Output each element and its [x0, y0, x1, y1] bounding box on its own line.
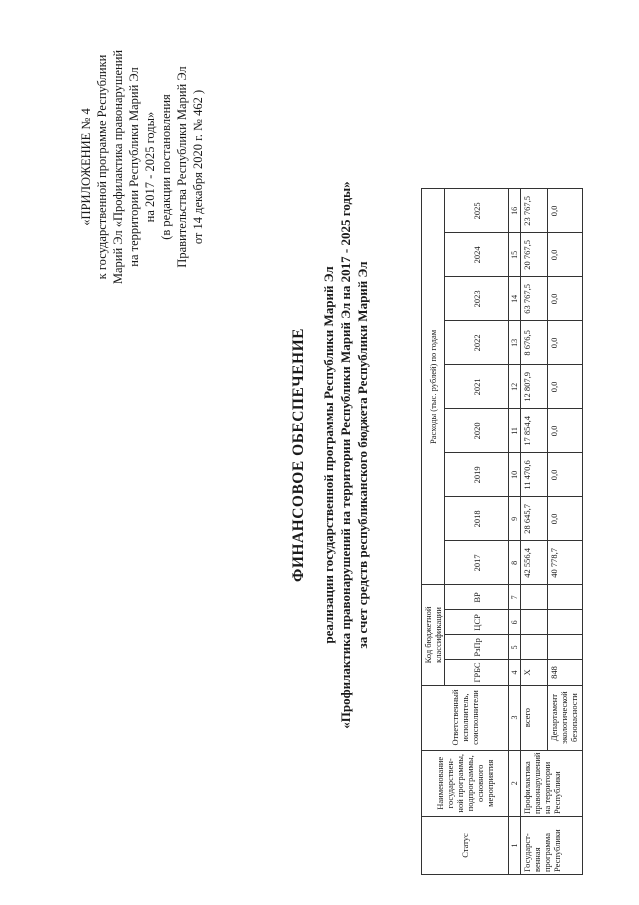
- row-value: 20 767,5: [521, 233, 548, 277]
- col-number: 5: [509, 635, 521, 660]
- column-number-row: [509, 189, 521, 875]
- row-value: 0,0: [548, 233, 583, 277]
- appendix-line: Марий Эл «Профилактика правонарушений: [111, 49, 125, 285]
- header-name: Наименование государствен-ной программы, подпрограммы, основного мероприятия: [422, 750, 509, 816]
- row-value: 63 767,5: [521, 277, 548, 321]
- row-vr: [548, 585, 583, 610]
- appendix-header: [78, 47, 206, 287]
- appendix-line: «ПРИЛОЖЕНИЕ № 4: [79, 108, 93, 226]
- col-number: 12: [509, 365, 521, 409]
- title-line: за счет средств республиканского бюджета Республики Марий Эл: [355, 261, 370, 649]
- header-year: 2018: [445, 497, 509, 541]
- appendix-line: на территории Республики Марий Эл: [127, 67, 141, 267]
- header-year: 2024: [445, 233, 509, 277]
- header-grbs: ГРБС: [445, 660, 509, 685]
- col-number: 8: [509, 541, 521, 585]
- document-title: [290, 45, 371, 865]
- col-number: 4: [509, 660, 521, 685]
- col-number: 3: [509, 685, 521, 750]
- header-year: 2023: [445, 277, 509, 321]
- row-rzpr: [521, 635, 548, 660]
- row-value: 40 778,7: [548, 541, 583, 585]
- title-main: ФИНАНСОВОЕ ОБЕСПЕЧЕНИЕ: [290, 328, 307, 582]
- col-number: 7: [509, 585, 521, 610]
- col-number: 14: [509, 277, 521, 321]
- appendix-line: от 14 декабря 2020 г. № 462 ): [191, 89, 205, 245]
- row-value: 42 556,4: [521, 541, 548, 585]
- row-executor: всего: [521, 685, 548, 750]
- col-number: 6: [509, 610, 521, 635]
- header-year: 2022: [445, 321, 509, 365]
- header-year: 2021: [445, 365, 509, 409]
- row-value: 0,0: [548, 497, 583, 541]
- col-number: 11: [509, 409, 521, 453]
- row-value: 0,0: [548, 365, 583, 409]
- appendix-line: на 2017 - 2025 годы»: [143, 111, 157, 223]
- header-year: 2025: [445, 189, 509, 233]
- header-year: 2020: [445, 409, 509, 453]
- row-value: 12 807,9: [521, 365, 548, 409]
- row-grbs: 848: [548, 660, 583, 685]
- header-year: 2019: [445, 453, 509, 497]
- title-line: реализации государственной программы Республики Марий Эл: [321, 266, 336, 644]
- col-number: 16: [509, 189, 521, 233]
- row-value: 28 645,7: [521, 497, 548, 541]
- row-value: 17 854,4: [521, 409, 548, 453]
- row-value: 0,0: [548, 321, 583, 365]
- header-budget-code: Код бюджетной классификации: [422, 585, 445, 685]
- row-name: Профилактика правонарушений на территории Республики: [521, 750, 583, 816]
- row-grbs: Х: [521, 660, 548, 685]
- col-number: 10: [509, 453, 521, 497]
- header-year: 2017: [445, 541, 509, 585]
- col-number: 1: [509, 817, 521, 875]
- col-number: 2: [509, 750, 521, 816]
- col-number: 15: [509, 233, 521, 277]
- row-value: 0,0: [548, 189, 583, 233]
- row-rzpr: [548, 635, 583, 660]
- row-value: 11 470,6: [521, 453, 548, 497]
- appendix-line: Правительства Республики Марий Эл: [175, 66, 189, 268]
- row-csr: [521, 610, 548, 635]
- col-number: 9: [509, 497, 521, 541]
- header-expenses: Расходы (тыс. рублей) по годам: [422, 189, 445, 585]
- row-status: Государст-венная программа Республики: [521, 817, 583, 875]
- row-value: 8 676,5: [521, 321, 548, 365]
- header-executor: Ответственный исполнитель, соисполнители: [422, 685, 509, 750]
- title-line: «Профилактика правонарушений на территории Республики Марий Эл на 2017 - 2025 годы»: [338, 181, 353, 729]
- header-rzpr: РзПр: [445, 635, 509, 660]
- header-csr: ЦСР: [445, 610, 509, 635]
- row-csr: [548, 610, 583, 635]
- row-value: 23 767,5: [521, 189, 548, 233]
- table-row: [521, 189, 548, 875]
- row-vr: [521, 585, 548, 610]
- row-value: 0,0: [548, 409, 583, 453]
- header-vr: ВР: [445, 585, 509, 610]
- header-status: Статус: [422, 817, 509, 875]
- row-value: 0,0: [548, 453, 583, 497]
- appendix-line: к государственной программе Республики: [95, 54, 109, 280]
- row-value: 0,0: [548, 277, 583, 321]
- appendix-line: (в редакции постановления: [159, 94, 173, 240]
- col-number: 13: [509, 321, 521, 365]
- row-executor: Департамент экологической безопасности: [548, 685, 583, 750]
- finance-table: [421, 188, 583, 875]
